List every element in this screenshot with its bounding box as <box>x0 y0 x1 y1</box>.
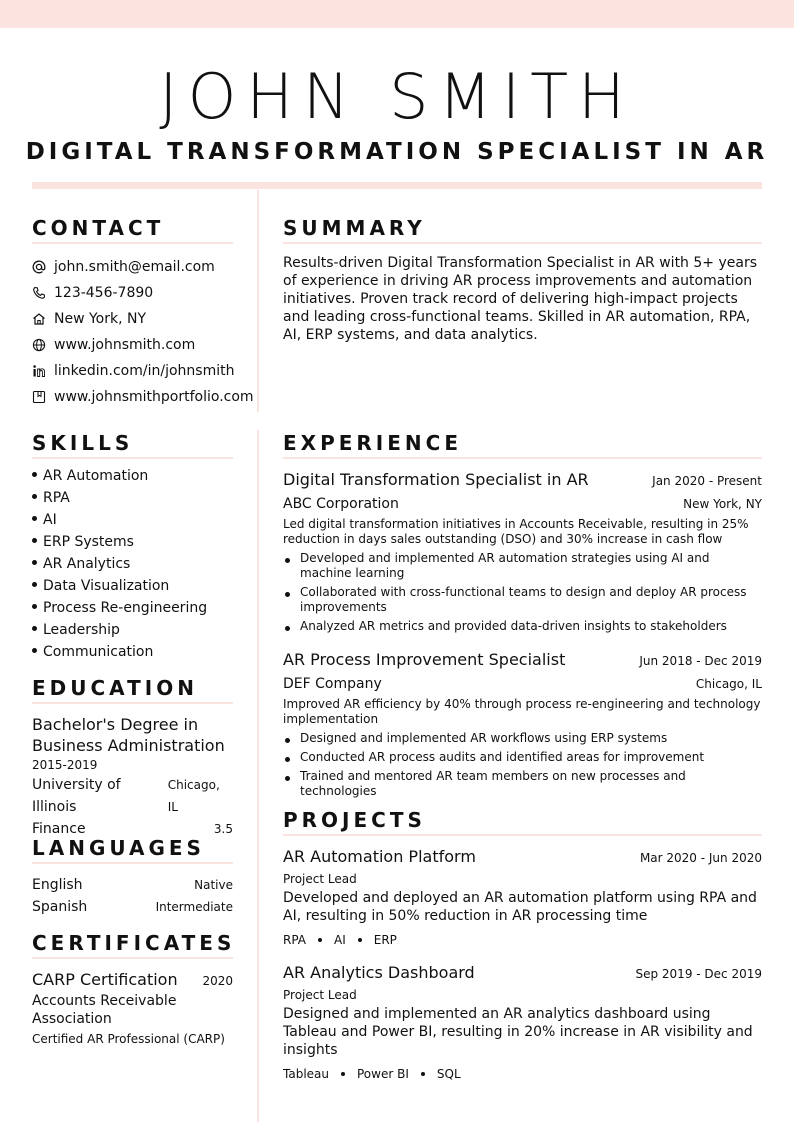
project-role: Project Lead <box>283 872 357 886</box>
project-tag: RPA <box>283 933 307 947</box>
job-bullet: Designed and implemented AR workflows using ERP systems <box>283 731 762 746</box>
job-company: ABC Corporation <box>283 496 399 512</box>
certificate-name: CARP Certification <box>32 970 178 989</box>
column-divider-top <box>257 190 259 412</box>
job-entry <box>283 649 762 799</box>
portfolio-icon <box>32 390 46 404</box>
contact-section <box>32 216 254 410</box>
certificates-title: CERTIFICATES <box>32 931 233 959</box>
home-icon <box>32 312 46 326</box>
job-location: Chicago, IL <box>695 677 762 691</box>
project-role: Project Lead <box>283 988 357 1002</box>
contact-location: New York, NY <box>32 306 233 332</box>
at-icon <box>32 260 46 274</box>
contact-email[interactable]: john.smith@email.com <box>32 254 233 280</box>
job-title: Digital Transformation Specialist in AR <box>283 470 589 489</box>
project-tag: Power BI <box>357 1067 409 1081</box>
education-school-row <box>32 774 233 818</box>
job-location: New York, NY <box>683 497 762 511</box>
education-degree: Bachelor's Degree in Business Administration <box>32 715 225 755</box>
project-description: Developed and deployed an AR automation platform using RPA and AI, resulting in 50% reduction in AR processing time <box>283 890 757 924</box>
project-tags <box>283 1065 762 1083</box>
education-section <box>32 676 233 840</box>
education-major: Finance <box>32 821 86 837</box>
language-item: Spanish Intermediate <box>32 899 233 915</box>
skill-item: Leadership <box>32 619 233 641</box>
languages-section <box>32 836 233 918</box>
contact-linkedin[interactable]: linkedin.com/in/johnsmith <box>32 358 233 384</box>
summary-title: SUMMARY <box>283 216 762 244</box>
summary-text: Results-driven Digital Transformation Specialist in AR with 5+ years of experience in driving AR process improvements and automation initiatives. Proven track record of delivering high-impact projects and leading cross-functional teams. Skilled in AR automation, RPA, AI, ERP systems, and data analytics. <box>283 255 757 343</box>
job-entry <box>283 469 762 634</box>
job-description: Improved AR efficiency by 40% through process re-engineering and technology implementation <box>283 697 761 726</box>
project-title: AR Automation Platform <box>283 847 476 866</box>
contact-website[interactable]: www.johnsmith.com <box>32 332 233 358</box>
education-years: 2015-2019 <box>32 758 98 772</box>
linkedin-icon <box>32 364 46 378</box>
languages-title: LANGUAGES <box>32 836 233 864</box>
skills-section <box>32 431 233 663</box>
summary-section <box>283 216 762 344</box>
education-school: University of Illinois <box>32 777 121 815</box>
skills-title: SKILLS <box>32 431 233 459</box>
certificate-year: 2020 <box>202 974 233 988</box>
certificate-detail: Certified AR Professional (CARP) <box>32 1032 225 1046</box>
project-title: AR Analytics Dashboard <box>283 963 475 982</box>
contact-phone[interactable]: 123-456-7890 <box>32 280 233 306</box>
column-divider-bottom <box>257 430 259 1122</box>
education-title: EDUCATION <box>32 676 233 704</box>
job-dates: Jun 2018 - Dec 2019 <box>639 654 762 668</box>
skill-item: Communication <box>32 641 233 663</box>
top-accent-bar <box>0 0 794 28</box>
experience-section <box>283 431 762 799</box>
candidate-role: DIGITAL TRANSFORMATION SPECIALIST IN AR <box>25 139 769 165</box>
skill-item: Data Visualization <box>32 575 233 597</box>
job-title: AR Process Improvement Specialist <box>283 650 566 669</box>
project-tag: ERP <box>373 933 397 947</box>
job-bullet: Trained and mentored AR team members on new processes and technologies <box>283 769 762 799</box>
project-tag: SQL <box>436 1067 461 1081</box>
project-entry <box>283 846 762 949</box>
skill-item: RPA <box>32 487 233 509</box>
project-description: Designed and implemented an AR analytics dashboard using Tableau and Power BI, resulting in 20% increase in AR visibility and insights <box>283 1006 753 1058</box>
contact-portfolio[interactable]: www.johnsmithportfolio.com <box>32 384 233 410</box>
job-bullet: Developed and implemented AR automation strategies using AI and machine learning <box>283 551 762 581</box>
job-bullet: Conducted AR process audits and identified areas for improvement <box>283 750 762 765</box>
candidate-name: JOHN SMITH <box>159 60 635 133</box>
header-divider <box>32 182 762 189</box>
certificate-row <box>32 969 233 992</box>
certificate-issuer: Accounts Receivable Association <box>32 993 177 1027</box>
project-tag: Tableau <box>283 1067 329 1081</box>
skill-item: ERP Systems <box>32 531 233 553</box>
project-tags <box>283 931 762 949</box>
contact-title: CONTACT <box>32 216 233 244</box>
skill-item: AR Analytics <box>32 553 233 575</box>
language-item: English Native <box>32 877 233 893</box>
education-location: Chicago, IL <box>167 778 220 814</box>
skill-item: AR Automation <box>32 465 233 487</box>
job-description: Led digital transformation initiatives in Accounts Receivable, resulting in 25% reduction in days sales outstanding (DSO) and 30% increase in cash flow <box>283 517 749 546</box>
job-bullet: Analyzed AR metrics and provided data-driven insights to stakeholders <box>283 619 762 634</box>
job-bullet: Collaborated with cross-functional teams to design and deploy AR process improvements <box>283 585 762 615</box>
projects-section <box>283 808 762 1083</box>
education-gpa: 3.5 <box>213 822 233 836</box>
skill-item: AI <box>32 509 233 531</box>
project-dates: Mar 2020 - Jun 2020 <box>639 851 762 865</box>
project-dates: Sep 2019 - Dec 2019 <box>635 967 762 981</box>
phone-icon <box>32 286 46 300</box>
job-company: DEF Company <box>283 676 382 692</box>
project-entry <box>283 962 762 1083</box>
project-tag: AI <box>334 933 346 947</box>
certificates-section <box>32 931 236 1048</box>
globe-icon <box>32 338 46 352</box>
job-dates: Jan 2020 - Present <box>652 474 762 488</box>
experience-title: EXPERIENCE <box>283 431 762 459</box>
skill-item: Process Re-engineering <box>32 597 233 619</box>
projects-title: PROJECTS <box>283 808 762 836</box>
